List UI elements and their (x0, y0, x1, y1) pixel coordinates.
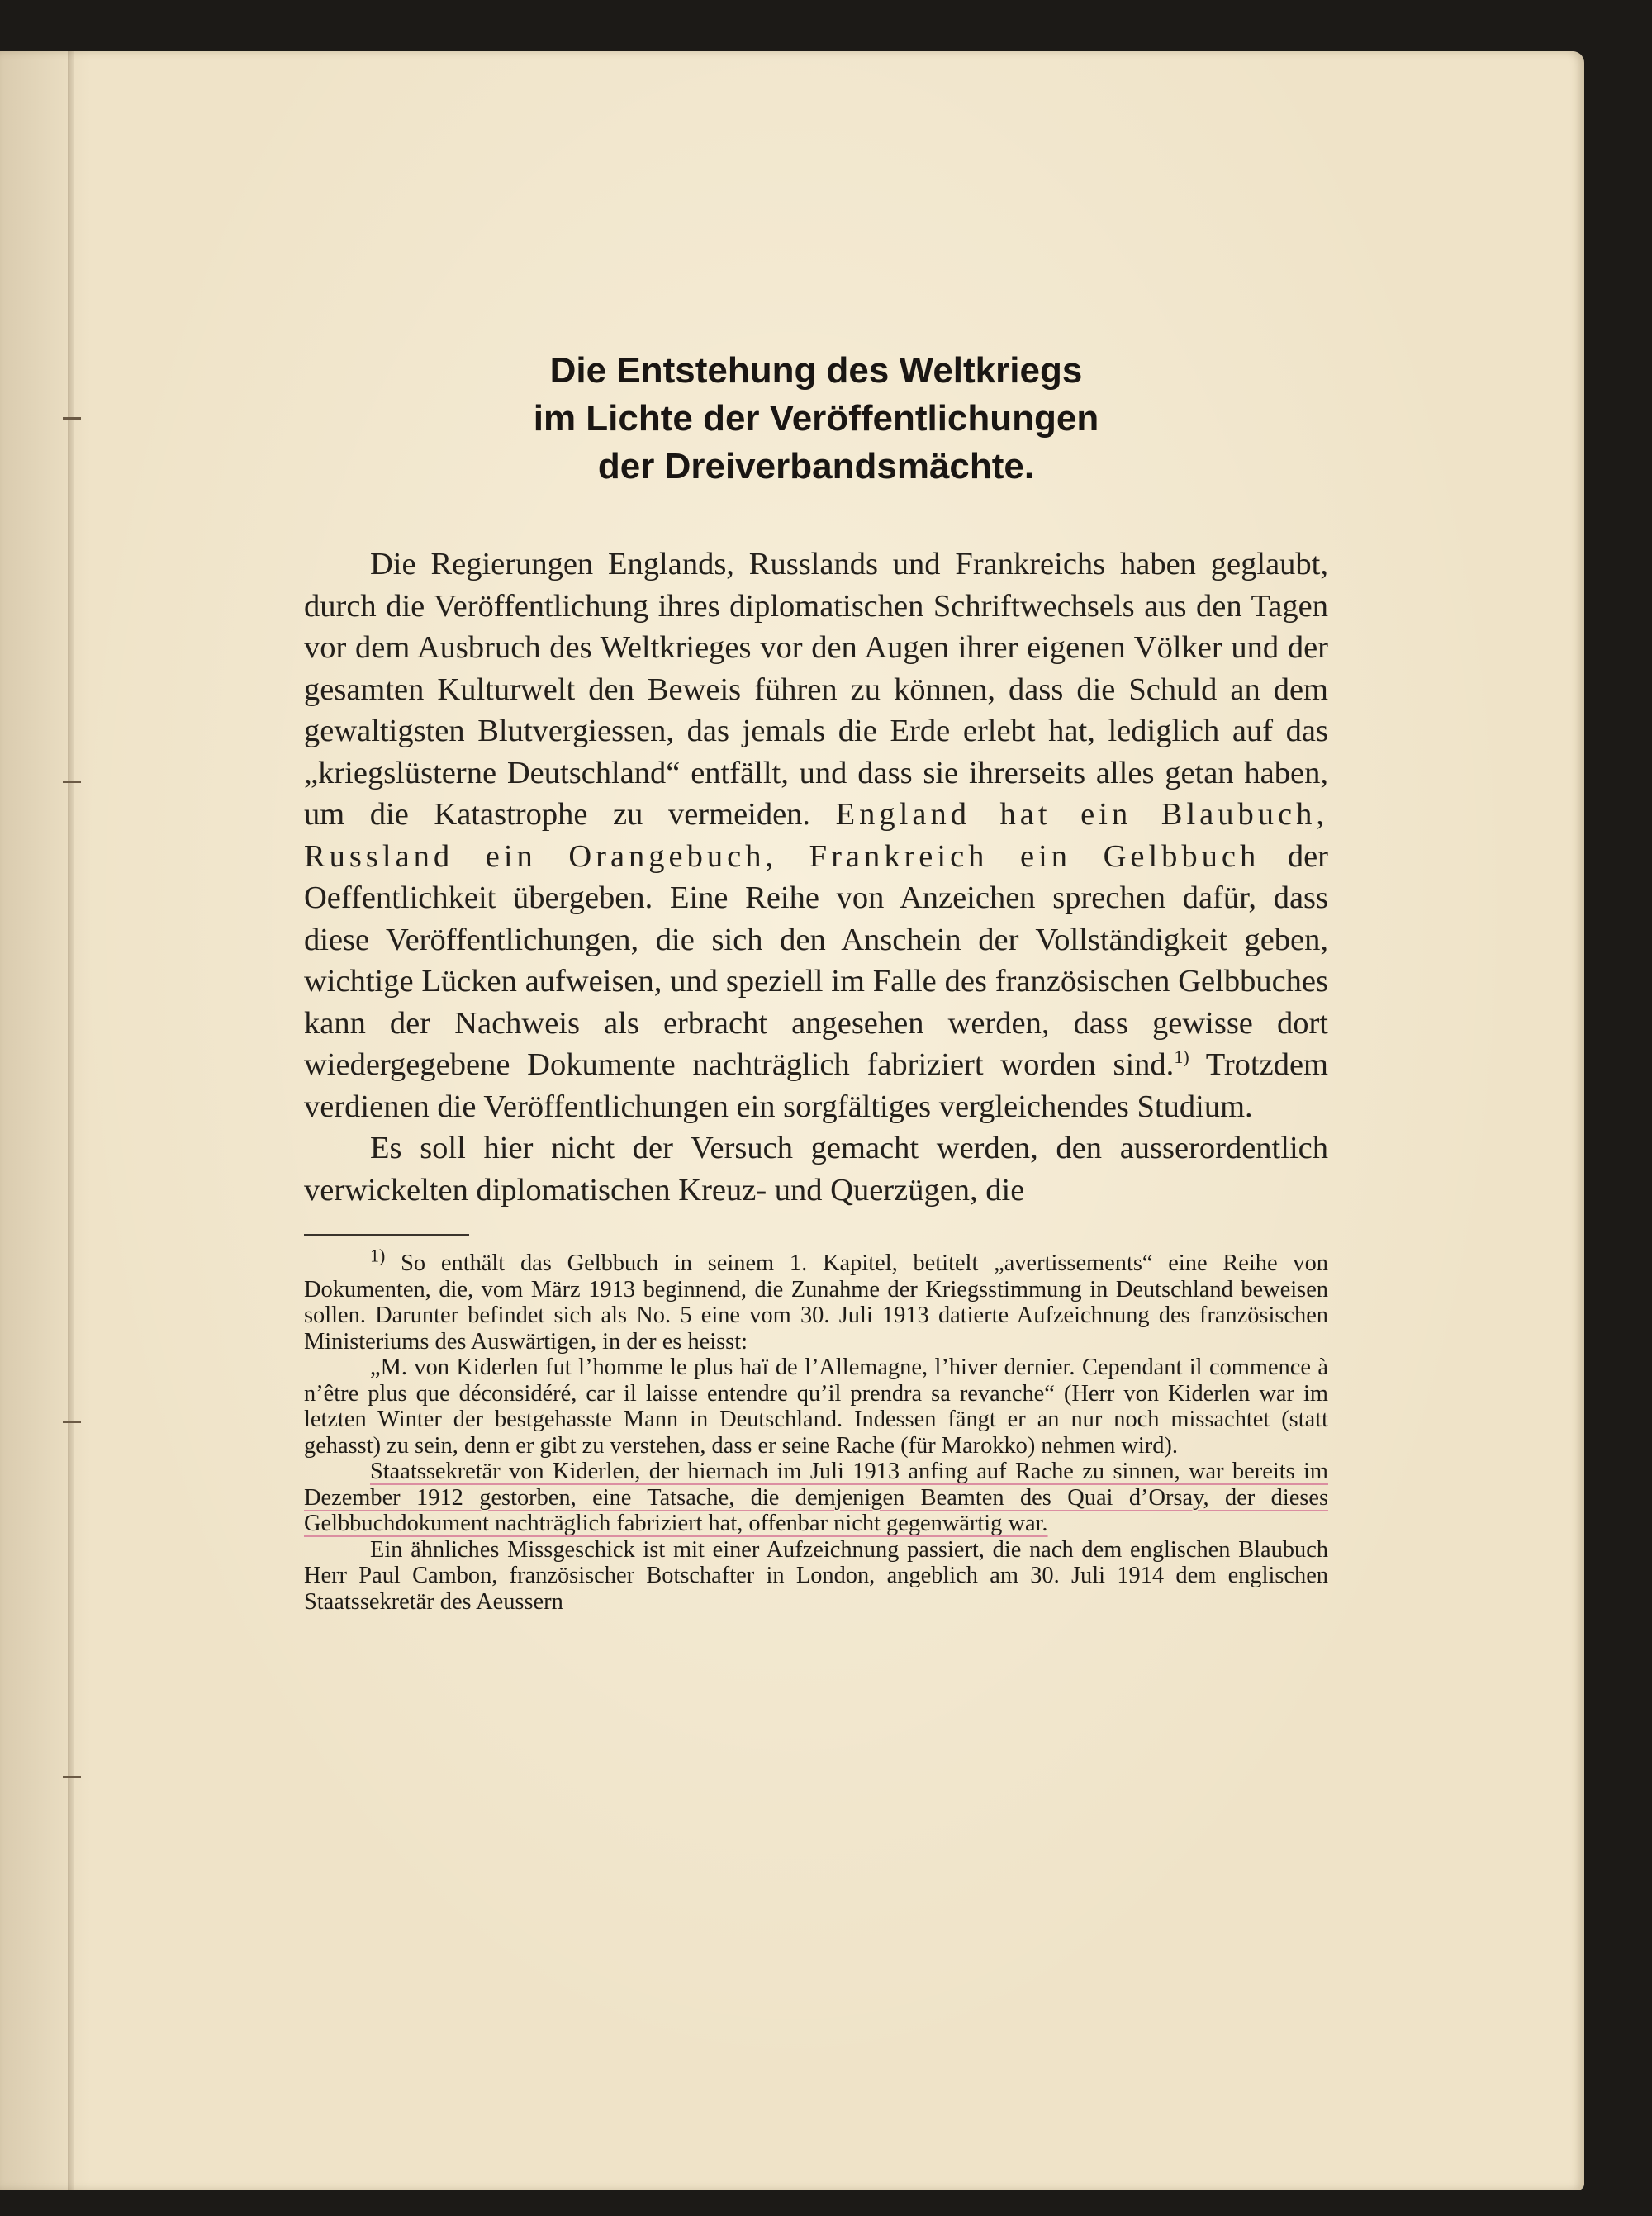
binding-mark (63, 1776, 81, 1778)
title-line-2: im Lichte der Veröffentlichungen (533, 398, 1099, 439)
page-content (304, 347, 1328, 1615)
footnote-paragraph-1-text: So enthält das Gelbbuch in seinem 1. Kapitel, betitelt „avertissements“ eine Reihe von Dokumenten, die, vom März 1913 beginnend, die Zunahme der Kriegsstimmung in Deutschland beweisen sollen. Darunter befindet sich als No. 5 eine vom 30. Juli 1913 datierte Aufzeichnung des französischen Ministeriums des Auswärtigen, in der es heisst: (304, 1250, 1328, 1355)
binding-mark (63, 781, 81, 783)
footnote-paragraph-1 (304, 1245, 1328, 1355)
binding-mark (63, 417, 81, 420)
footnote-paragraph-3: Staatssekretär von Kiderlen, der hiernach im Juli 1913 anfing auf Rache zu sinnen, war bereits im Dezember 1912 gestorben, eine Tatsache, die demjenigen Beamten des Quai d’Orsay, der dieses Gelbbuchdokument nachträglich fabriziert hat, offenbar nicht gegenwärtig war. (304, 1459, 1328, 1536)
main-text (304, 543, 1328, 1211)
paragraph-2: Es soll hier nicht der Versuch gemacht werden, den ausserordentlich verwickelten diplomatischen Kreuz- und Querzügen, die (304, 1131, 1328, 1208)
paragraph-1-part-b: England hat ein Blaubuch, Russland ein Orangebuch, Frankreich ein Gelbbuch (304, 797, 1328, 874)
title-line-1: Die Entstehung des Weltkriegs (549, 350, 1083, 391)
paragraph-1-part-c: der Oeffentlichkeit übergeben. Eine Reihe von Anzeichen sprechen dafür, dass diese Veröffentlichungen, die sich den Anschein der Vollständigkeit geben, wichtige Lücken aufweisen, und speziell im Falle des französischen Gelbbuches kann der Nachweis als erbracht angesehen werden, dass gewisse dort wiedergegebene Dokumente nachträglich fabriziert worden sind. (304, 838, 1328, 1082)
paragraph-1 (304, 543, 1328, 1127)
footnote-marker: 1) (370, 1245, 386, 1266)
page-title (304, 347, 1328, 491)
paragraph-1-part-a: Die Regierungen Englands, Russlands und Frankreichs haben geglaubt, durch die Veröffentlichung ihres diplomatischen Schriftwechsels aus den Tagen vor dem Ausbruch des Weltkrieges vor den Augen ihrer eigenen Völker und der gesamten Kulturwelt den Beweis führen zu können, dass die Schuld an dem gewaltigsten Blutvergiessen, das jemals die Erde erlebt hat, lediglich auf das „kriegslüsterne Deutschland“ entfällt, und dass sie ihrerseits alles getan haben, um die Katastrophe zu vermeiden. (304, 547, 1328, 832)
footnote-paragraph-4: Ein ähnliches Missgeschick ist mit einer Aufzeichnung passiert, die nach dem englischen Blaubuch Herr Paul Cambon, französischer Botschafter in London, angeblich am 30. Juli 1914 dem englischen Staatssekretär des Aeussern (304, 1536, 1328, 1615)
title-line-3: der Dreiverbandsmächte. (597, 446, 1035, 486)
page-gutter (68, 51, 74, 2190)
paragraph-1-part-d: Trotzdem verdienen die Veröffentlichungen ein sorgfältiges vergleichendes Studium. (304, 1047, 1328, 1124)
footnote-reference: 1) (1174, 1046, 1189, 1068)
binding-mark (63, 1421, 81, 1423)
footnote-divider (304, 1234, 469, 1236)
footnote-paragraph-2: „M. von Kiderlen fut l’homme le plus haï de l’Allemagne, l’hiver dernier. Cependant il commence à n’être plus que déconsidéré, car il laisse entendre qu’il prendra sa revanche“ (Herr von Kiderlen war im letzten Winter der bestgehasste Mann in Deutschland. Indessen fängt er an nur noch missachtet (statt gehasst) zu sein, denn er gibt zu verstehen, dass er seine Rache (für Marokko) nehmen wird). (304, 1355, 1328, 1459)
footnotes (304, 1245, 1328, 1615)
